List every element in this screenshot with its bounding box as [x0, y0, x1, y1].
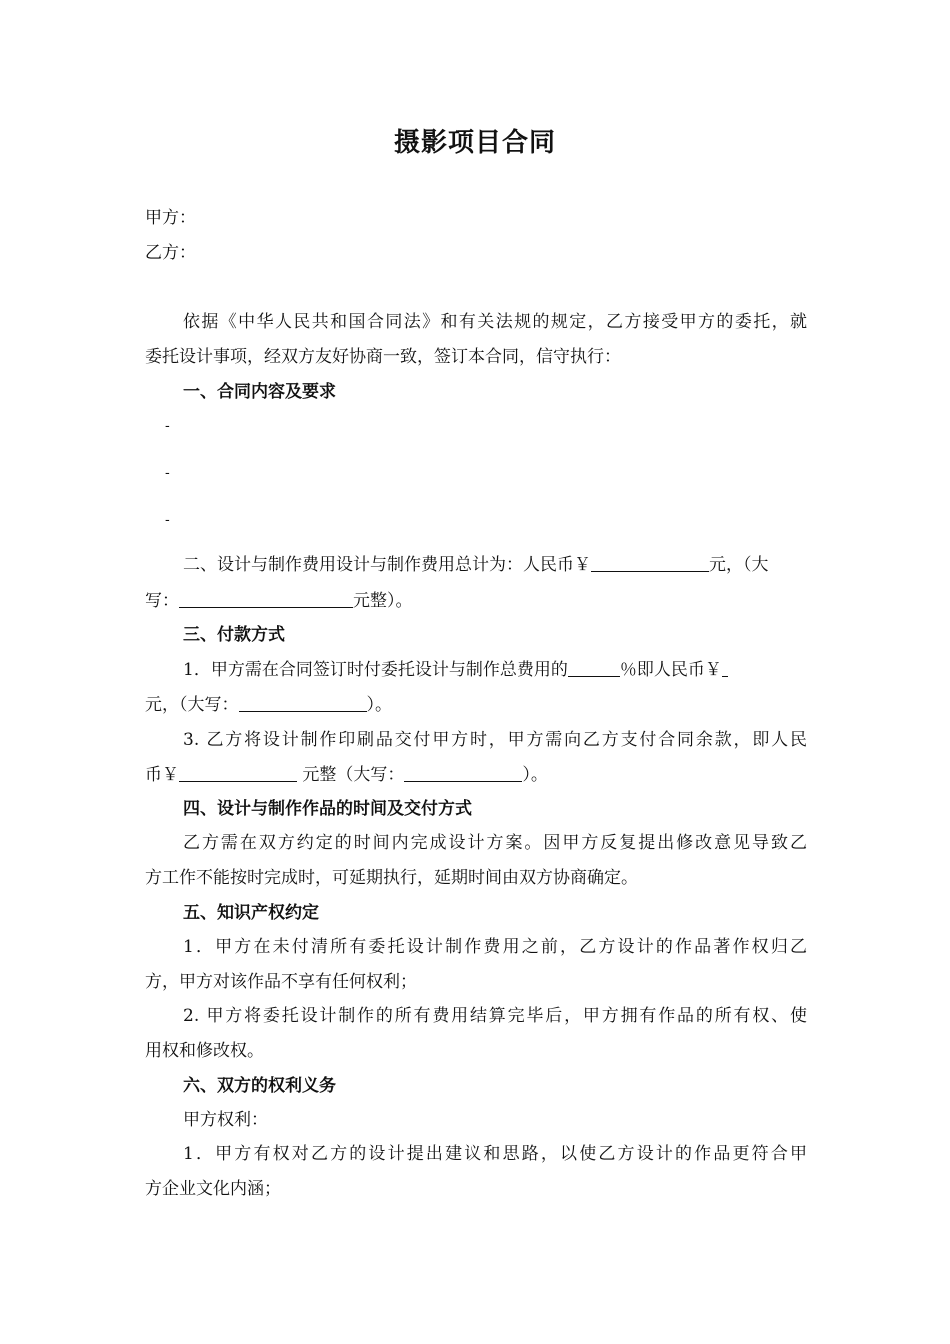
- bullet-1: -: [165, 418, 170, 434]
- fee-capital-open: 元，（大: [709, 555, 769, 575]
- fee-capital-blank[interactable]: [179, 591, 353, 608]
- payment-item-3-line-1: 3. 乙方将设计制作印刷品交付甲方时，甲方需向乙方支付合同余款，即人民: [183, 730, 807, 750]
- payment-item-3-line-2: [145, 763, 548, 787]
- section-3-heading: 三、付款方式: [183, 625, 285, 645]
- fee-amount-blank[interactable]: [591, 555, 709, 572]
- ip-item-2-line-2: 用权和修改权。: [145, 1041, 264, 1061]
- rights-item-1-line-2: 方企业文化内涵；: [145, 1179, 281, 1199]
- section-4-line-2: 方工作不能按时完成时，可延期执行，延期时间由双方协商确定。: [145, 868, 638, 888]
- ip-item-2-line-1: 2. 甲方将委托设计制作的所有费用结算完毕后，甲方拥有作品的所有权、使: [183, 1006, 807, 1026]
- payment-item-3-capital-label: 元整（大写：: [302, 765, 405, 785]
- balance-amount-blank[interactable]: [179, 765, 297, 782]
- payment-item-1-text: 1．甲方需在合同签订时付委托设计与制作总费用的: [183, 660, 568, 680]
- preamble-line-2: 委托设计事项，经双方友好协商一致，签订本合同，信守执行：: [145, 347, 621, 367]
- balance-capital-blank[interactable]: [404, 765, 522, 782]
- party-a-rights-label: 甲方权利：: [183, 1110, 268, 1130]
- section-2-line-1: [183, 553, 769, 577]
- ip-item-1-line-1: 1．甲方在未付清所有委托设计制作费用之前，乙方设计的作品著作权归乙: [183, 937, 807, 957]
- payment-item-1-close: ）。: [366, 695, 392, 715]
- bullet-3: -: [165, 512, 170, 528]
- fee-capital-label: 写：: [145, 591, 179, 611]
- rights-item-1-line-1: 1．甲方有权对乙方的设计提出建议和思路，以使乙方设计的作品更符合甲: [183, 1144, 807, 1164]
- party-a-label: 甲方：: [145, 208, 196, 228]
- payment-item-3-close: ）。: [522, 765, 548, 785]
- section-6-heading: 六、双方的权利义务: [183, 1076, 336, 1096]
- percent-blank[interactable]: [568, 660, 620, 677]
- party-b-label: 乙方：: [145, 243, 196, 263]
- section-1-heading: 一、合同内容及要求: [183, 382, 336, 402]
- fee-capital-close: 元整）。: [353, 591, 413, 611]
- preamble-line-1: 依据《中华人民共和国合同法》和有关法规的规定，乙方接受甲方的委托，就: [183, 312, 807, 332]
- deposit-amount-blank[interactable]: [722, 660, 728, 677]
- section-2-line-2: [145, 589, 413, 613]
- payment-item-3-rmb: 币￥: [145, 765, 179, 785]
- payment-item-1-capital-label: 元，（大写：: [145, 695, 239, 715]
- ip-item-1-line-2: 方，甲方对该作品不享有任何权利；: [145, 972, 417, 992]
- payment-item-1-line-2: [145, 693, 392, 717]
- deposit-capital-blank[interactable]: [239, 695, 367, 712]
- document-title: 摄影项目合同: [393, 128, 556, 158]
- section-4-heading: 四、设计与制作作品的时间及交付方式: [183, 799, 472, 819]
- section-5-heading: 五、知识产权约定: [183, 903, 319, 923]
- bullet-2: -: [165, 465, 170, 481]
- fee-total-text: 二、设计与制作费用设计与制作费用总计为：人民币￥: [183, 555, 591, 575]
- payment-item-1-line-1: [183, 658, 728, 682]
- section-4-line-1: 乙方需在双方约定的时间内完成设计方案。因甲方反复提出修改意见导致乙: [183, 833, 807, 853]
- payment-item-1-rmb: ％即人民币￥: [619, 660, 722, 680]
